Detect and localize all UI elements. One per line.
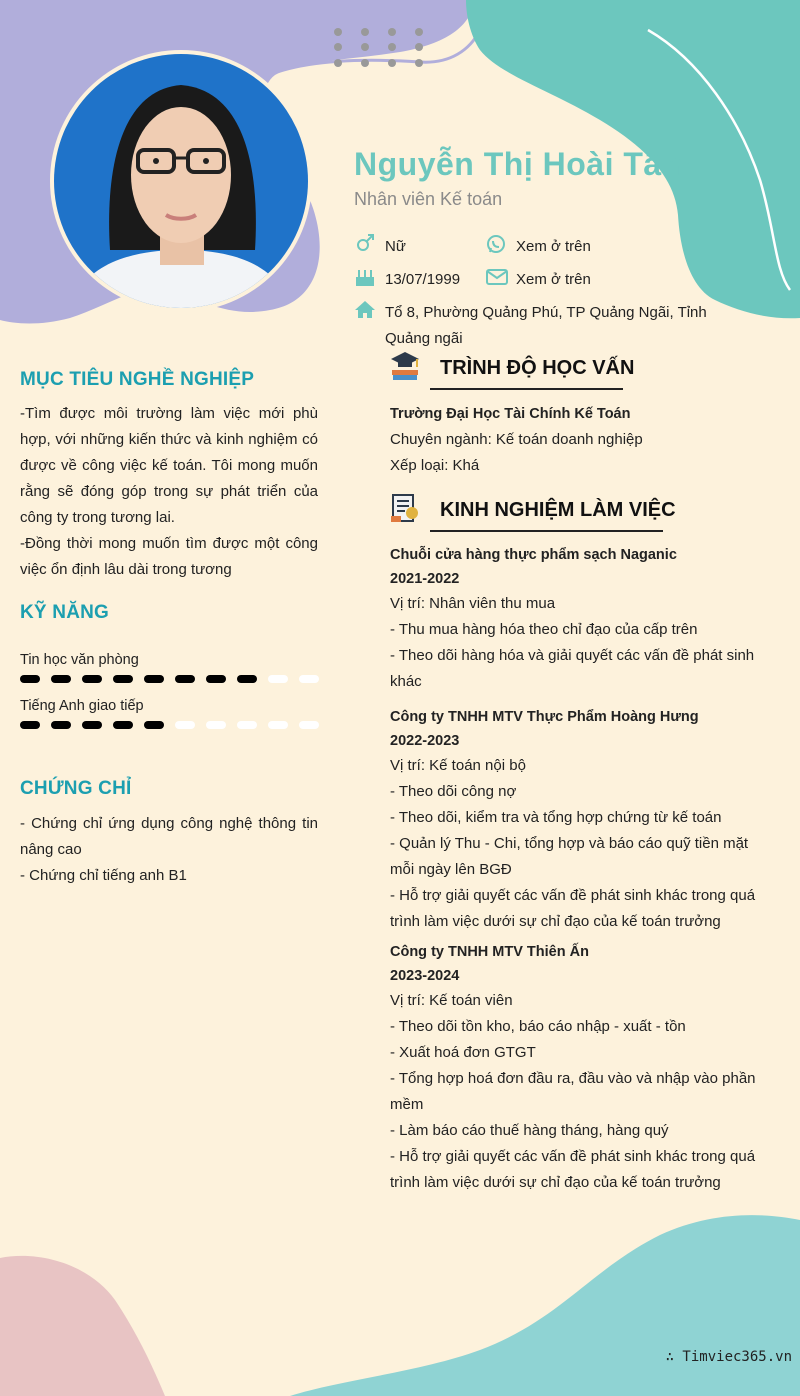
skill-dash-empty (268, 721, 288, 729)
job-period: 2023-2024 (390, 968, 460, 984)
gender-icon (354, 234, 376, 254)
job-entry (390, 705, 760, 935)
birthday-cake-icon (354, 267, 376, 287)
skill-dash-filled (144, 721, 164, 729)
pink-blob (0, 1256, 165, 1396)
footer-brand: ∴ Timviec365.vn (665, 1349, 792, 1365)
graduation-cap-icon (389, 350, 421, 382)
candidate-name: Nguyễn Thị Hoài Tâm (354, 146, 691, 182)
job-company: Công ty TNHH MTV Thiên Ấn (390, 944, 589, 960)
skill-dash-empty (206, 721, 226, 729)
certificates-heading: CHỨNG CHỈ (20, 778, 132, 799)
address-line-2: Quảng ngãi (385, 330, 463, 347)
email-icon (486, 267, 508, 287)
job-line: Vị trí: Nhân viên thu mua (390, 595, 556, 612)
phone-value: Xem ở trên (516, 238, 591, 255)
certificates-list (20, 811, 318, 889)
skill-dash-empty (299, 675, 319, 683)
skill-dash-empty (268, 675, 288, 683)
email-value: Xem ở trên (516, 271, 591, 288)
objective-paragraph-2: -Đồng thời mong muốn tìm được một công việc ổn định lâu dài trong tương (20, 535, 318, 578)
job-line: - Tổng hợp hoá đơn đầu ra, đầu vào và nhập vào phần mềm (390, 1070, 756, 1113)
job-line: Vị trí: Kế toán nội bộ (390, 757, 526, 774)
skill-dash-filled (237, 675, 257, 683)
skill-dash-filled (51, 675, 71, 683)
phone-icon (486, 234, 508, 254)
work-document-icon (389, 492, 421, 524)
job-line: - Hỗ trợ giải quyết các vấn đề phát sinh khác trong quá trình làm việc dưới sự chỉ đạo của kế toán trưởng (390, 1148, 756, 1191)
certificate-item: - Chứng chỉ tiếng anh B1 (20, 867, 187, 884)
job-line: - Thu mua hàng hóa theo chỉ đạo của cấp trên (390, 621, 698, 638)
job-line: - Theo dõi hàng hóa và giải quyết các vấn đề phát sinh khác (390, 647, 755, 690)
gender-value: Nữ (385, 238, 406, 255)
job-line: - Theo dõi công nợ (390, 783, 517, 800)
job-line: - Theo dõi, kiểm tra và tổng hợp chứng từ kế toán (390, 809, 722, 826)
job-period: 2021-2022 (390, 571, 460, 587)
skill-dash-empty (237, 721, 257, 729)
skill-dash-filled (113, 721, 133, 729)
skill-dash-empty (175, 721, 195, 729)
education-heading: TRÌNH ĐỘ HỌC VẤN (430, 357, 623, 390)
skills-heading: KỸ NĂNG (20, 602, 110, 623)
job-company: Công ty TNHH MTV Thực Phẩm Hoàng Hưng (390, 709, 699, 725)
profile-photo (50, 50, 312, 312)
skill-dash-filled (82, 721, 102, 729)
job-line: Vị trí: Kế toán viên (390, 992, 513, 1009)
major: Chuyên ngành: Kế toán doanh nghiệp (390, 431, 643, 448)
objective-paragraph-1: -Tìm được môi trường làm việc mới phù hợp, với những kiến thức và kinh nghiệm có được về công việc kế toán. Tôi mong muốn rằng sẽ đóng góp trong sự phát triển của công ty trong tương lai. (20, 405, 318, 526)
certificate-item: - Chứng chỉ ứng dụng công nghệ thông tin nâng cao (20, 815, 318, 858)
job-line: - Hỗ trợ giải quyết các vấn đề phát sinh khác trong quá trình làm việc dưới sự chỉ đạo của kế toán trưởng (390, 887, 756, 930)
objective-text (20, 401, 318, 583)
job-title: Nhân viên Kế toán (354, 189, 503, 209)
home-icon (354, 300, 376, 320)
job-company: Chuỗi cửa hàng thực phẩm sạch Naganic (390, 547, 677, 563)
skill-level-bar (20, 675, 319, 683)
skill-dash-filled (20, 675, 40, 683)
skill-dash-filled (51, 721, 71, 729)
birthday-value: 13/07/1999 (385, 271, 461, 288)
job-line: - Quản lý Thu - Chi, tổng hợp và báo cáo quỹ tiền mặt mỗi ngày lên BGĐ (390, 835, 749, 878)
objective-heading: MỤC TIÊU NGHỀ NGHIỆP (20, 369, 255, 390)
experience-heading: KINH NGHIỆM LÀM VIỆC (430, 499, 663, 532)
job-line: - Xuất hoá đơn GTGT (390, 1044, 536, 1061)
school-name: Trường Đại Học Tài Chính Kế Toán (390, 406, 631, 422)
job-period: 2022-2023 (390, 733, 460, 749)
skill-dash-filled (113, 675, 133, 683)
skill-dash-empty (299, 721, 319, 729)
skill-level-bar (20, 721, 319, 729)
job-line: - Làm báo cáo thuế hàng tháng, hàng quý (390, 1122, 669, 1139)
skill-dash-filled (175, 675, 195, 683)
job-entry (390, 940, 760, 1196)
skill-dash-filled (82, 675, 102, 683)
job-line: - Theo dõi tồn kho, báo cáo nhập - xuất - tồn (390, 1018, 686, 1035)
skill-dash-filled (206, 675, 226, 683)
job-entry (390, 543, 760, 695)
address-line-1: Tổ 8, Phường Quảng Phú, TP Quảng Ngãi, Tỉnh (385, 304, 707, 321)
skill-label: Tin học văn phòng (20, 652, 139, 668)
skill-dash-filled (20, 721, 40, 729)
grade: Xếp loại: Khá (390, 457, 480, 474)
skill-dash-filled (144, 675, 164, 683)
teal-bottom-blob (290, 1215, 800, 1396)
portrait-image (50, 50, 312, 312)
skill-label: Tiếng Anh giao tiếp (20, 698, 144, 714)
education-block (390, 401, 760, 479)
